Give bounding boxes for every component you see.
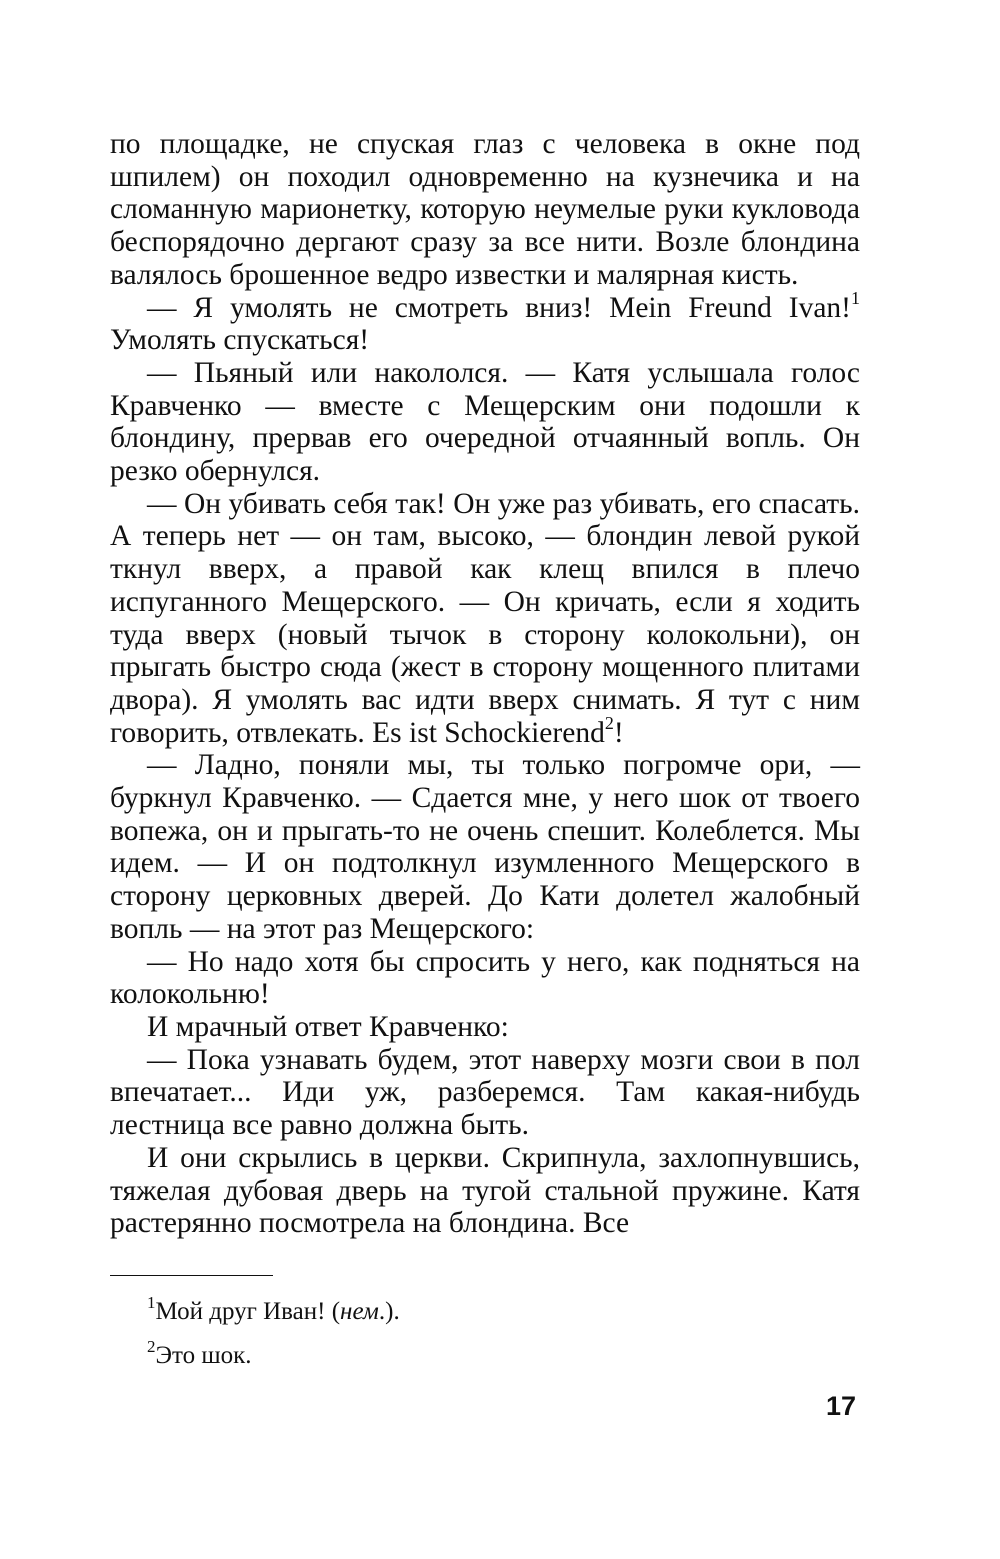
footnote-2: $^2$Это шок.: [147, 1337, 252, 1369]
page-number: 17: [825, 1391, 856, 1421]
paragraph-7: И мрачный ответ Кравченко:: [147, 1010, 509, 1043]
footnote-divider: [110, 1275, 273, 1276]
paragraph-4: — Он убивать себя так! Он уже раз убивать, его спасать. А теперь нет — он там, высоко, — блондин левой рукой ткнул вверх, а правой как клещ впился в плечо испуганного Мещерского. — Он кричать, если я ходить туда вверх (новый тычок в сторону колокольни), он прыгать быстро сюда (жест в сторону мощенного плитами двора). Я умолять вас идти вверх снимать. Я тут с ним говорить, отвлекать. Es ist Schockierend$^2$!: [110, 487, 860, 749]
footnote-1: $^1$Мой друг Иван! (нем.).: [147, 1293, 400, 1325]
footnote-ref-1[interactable]: 1: [851, 287, 860, 308]
paragraph-9: И они скрылись в церкви. Скрипнула, захлопнувшись, тяжелая дубовая дверь на тугой стальной пружине. Катя растерянно посмотрела на блондина. Все: [110, 1141, 860, 1240]
footnote-ref-2[interactable]: 2: [604, 712, 614, 733]
main-text: [110, 128, 860, 1240]
paragraph-5: — Ладно, поняли мы, ты только погромче ори, — буркнул Кравченко. — Сдается мне, у него шок от твоего вопежа, он и прыгать-то не очень спешит. Колеблется. Мы идем. — И он подтолкнул изумленного Мещерского в сторону церковных дверей. До Кати долетел жалобный вопль — на этот раз Мещерского:: [110, 749, 860, 945]
paragraph-3: — Пьяный или накололся. — Катя услышала голос Кравченко — вместе с Мещерским они подошли к блондину, прервав его очередной отчаянный вопль. Он резко обернулся.: [110, 356, 860, 488]
footnotes: [147, 1290, 847, 1378]
book-page: [110, 128, 860, 1528]
paragraph-6: — Но надо хотя бы спросить у него, как подняться на колокольню!: [110, 945, 860, 1011]
paragraph-2: — Я умолять не смотреть вниз! Mein Freund Ivan!$^1$ Умолять спускаться!: [110, 287, 860, 357]
paragraph-8: — Пока узнавать будем, этот наверху мозги свои в пол впечатает... Иди уж, разберемся. Там какая-нибудь лестница все равно должна быть.: [110, 1043, 860, 1142]
paragraph-1: по площадке, не спуская глаз с человека в окне под шпилем) он походил одновременно на кузнечика и на сломанную марионетку, которую неумелые руки кукловода беспорядочно дергают сразу за все нити. Возле блондина валялось брошенное ведро известки и малярная кисть.: [110, 128, 860, 291]
